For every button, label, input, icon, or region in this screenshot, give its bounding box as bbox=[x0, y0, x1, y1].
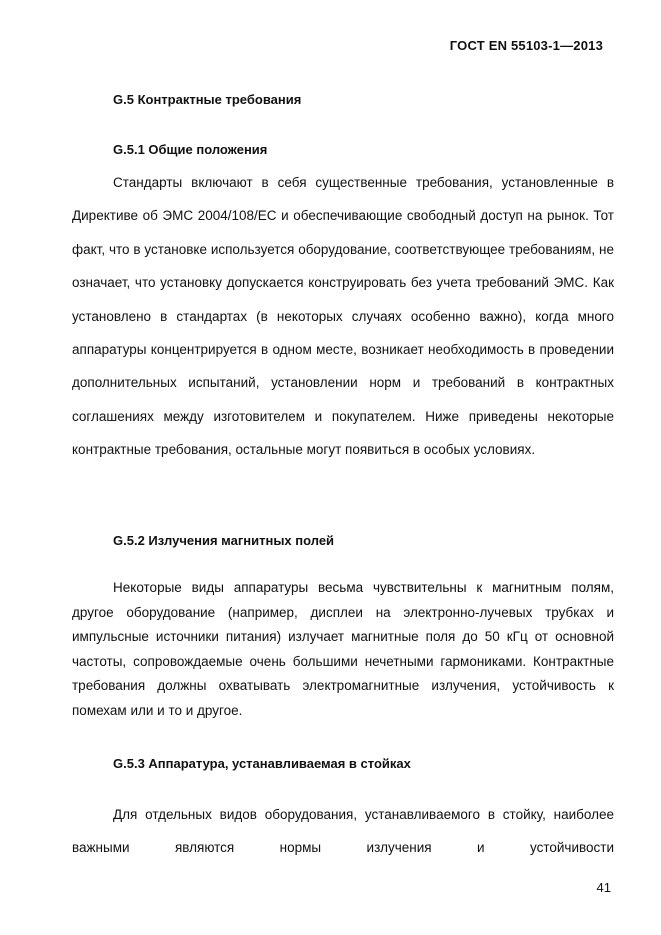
section-g51-paragraph: Стандарты включают в себя существенные требования, установленные в Директиве об ЭМС 2004/108/ЕС и обеспечивающие свободный доступ на рынок. Тот факт, что в установке используется оборудование, соответствующее требованиям, не означает, что установку допускается конструировать без учета требований ЭМС. Как установлено в стандартах (в некоторых случаях особенно важно), когда много аппаратуры концентрируется в одном месте, возникает необходимость в проведении дополнительных испытаний, установлении норм и требований в контрактных соглашениях между изготовителем и покупателем. Ниже приведены некоторые контрактные требования, остальные могут появиться в особых условиях. bbox=[72, 175, 614, 458]
section-g53-paragraph: Для отдельных видов оборудования, устанавливаемого в стойку, наиболее важными являются нормы излучения и устойчивости bbox=[72, 807, 614, 856]
document-standard-number: ГОСТ EN 55103-1—2013 bbox=[449, 38, 603, 53]
section-g53-title: G.5.3 Аппаратура, устанавливаемая в стойках bbox=[113, 756, 411, 771]
section-g52-paragraph: Некоторые виды аппаратуры весьма чувствительны к магнитным полям, другое оборудование (например, дисплеи на электронно-лучевых трубках и импульсные источники питания) излучает магнитные поля до 50 кГц от основной частоты, сопровождаемые очень большими нечетными гармониками. Контрактные требования должны охватывать электромагнитные излучения, устойчивость к помехам или и то и другое. bbox=[72, 580, 614, 718]
section-g5-title: G.5 Контрактные требования bbox=[113, 92, 302, 107]
section-g52-title: G.5.2 Излучения магнитных полей bbox=[113, 533, 335, 548]
page-number: 41 bbox=[596, 880, 611, 895]
section-g51-title: G.5.1 Общие положения bbox=[113, 142, 268, 157]
